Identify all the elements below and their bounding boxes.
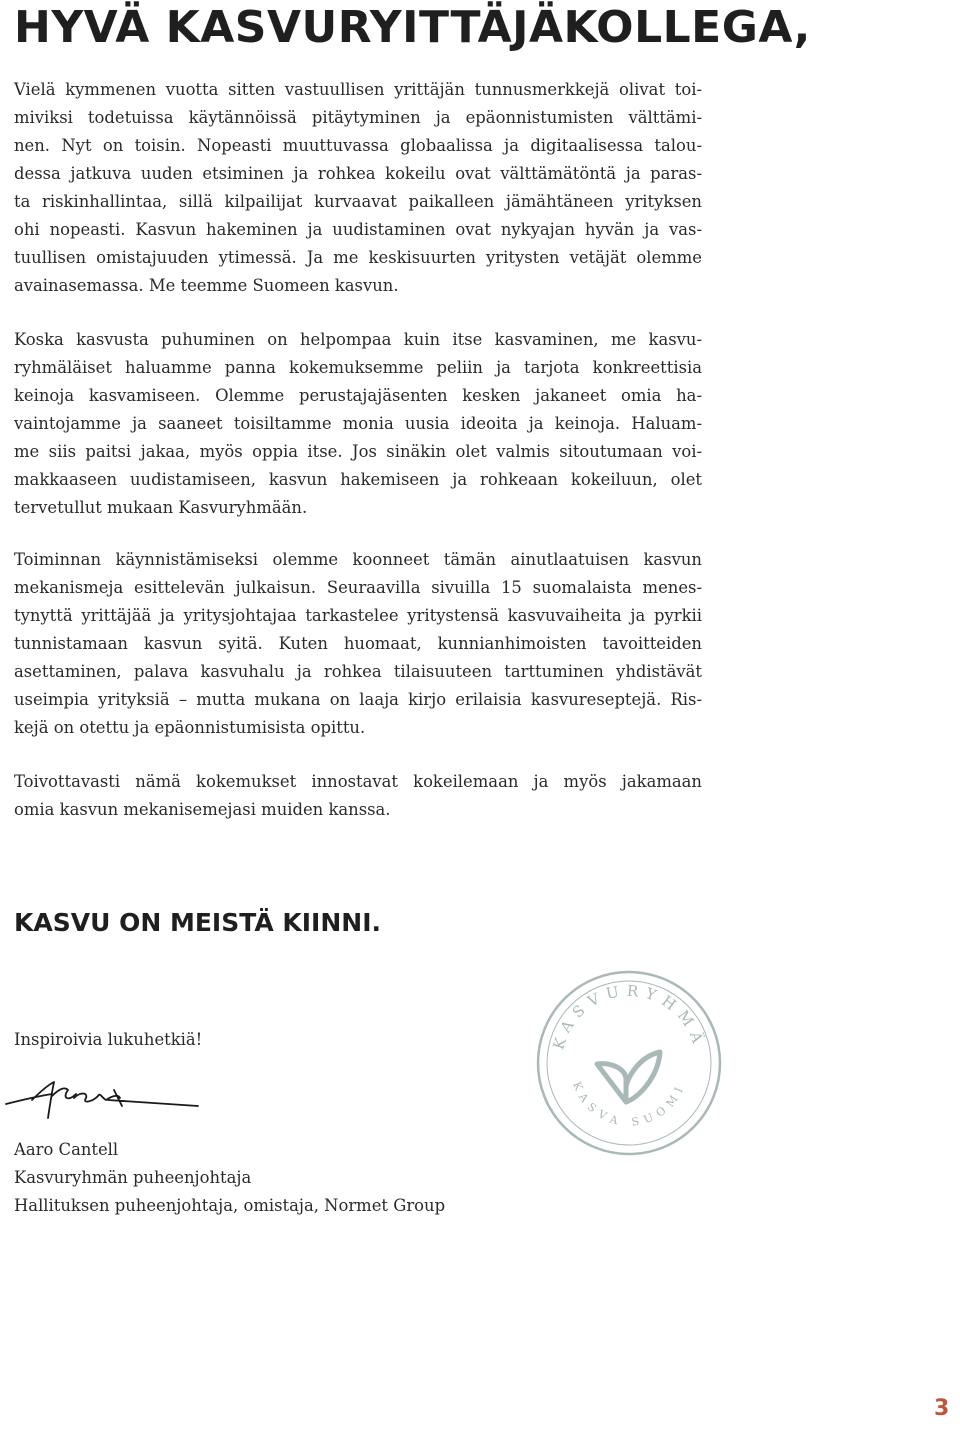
text-line: ohi nopeasti. Kasvun hakeminen ja uudistaminen ovat nykyajan hyvän ja vas- — [14, 220, 702, 239]
page-number: 3 — [934, 1396, 950, 1421]
text-line: useimpia yrityksiä – mutta mukana on laaja kirjo erilaisia kasvureseptejä. Ris- — [14, 690, 702, 709]
text-line: miviksi todetuissa käytännöissä pitäytyminen ja epäonnistumisten välttämi- — [14, 108, 702, 127]
paragraph-2 — [14, 326, 702, 522]
text-line: tervetullut mukaan Kasvuryhmään. — [14, 498, 308, 517]
text-line: omia kasvun mekanisemejasi muiden kanssa. — [14, 800, 391, 819]
seal-top-text: KASVURYHMÄ — [549, 981, 709, 1052]
text-line: makkaaseen uudistamiseen, kasvun hakemiseen ja rohkeaan kokeiluun, olet — [14, 470, 702, 489]
leaf-icon — [597, 1052, 660, 1102]
signatory-name: Aaro Cantell — [14, 1140, 119, 1159]
text-line: asettaminen, palava kasvuhalu ja rohkea tilaisuuteen tarttuminen yhdistävät — [14, 662, 702, 681]
text-line: kejä on otettu ja epäonnistumisista opittu. — [14, 718, 366, 737]
text-line: ta riskinhallintaa, sillä kilpailijat kurvaavat paikalleen jämähtäneen yrityksen — [14, 192, 702, 211]
text-line: avainasemassa. Me teemme Suomeen kasvun. — [14, 276, 399, 295]
slogan-heading: KASVU ON MEISTÄ KIINNI. — [14, 908, 382, 937]
signatory-position: Hallituksen puheenjohtaja, omistaja, Normet Group — [14, 1196, 446, 1215]
signatory-role: Kasvuryhmän puheenjohtaja — [14, 1168, 252, 1187]
text-line: me siis paitsi jakaa, myös oppia itse. Jos sinäkin olet valmis sitoutumaan voi- — [14, 442, 702, 461]
text-line: keinoja kasvamiseen. Olemme perustajajäsenten kesken jakaneet omia ha- — [14, 386, 702, 405]
signature-block — [14, 1136, 445, 1220]
text-line: Vielä kymmenen vuotta sitten vastuullisen yrittäjän tunnusmerkkejä olivat toi- — [14, 80, 702, 99]
paragraph-1 — [14, 76, 702, 300]
text-line: tuullisen omistajuuden ytimessä. Ja me keskisuurten yritysten vetäjät olemme — [14, 248, 702, 267]
text-line: dessa jatkuva uuden etsiminen ja rohkea kokeilu ovat välttämätöntä ja paras- — [14, 164, 702, 183]
paragraph-3 — [14, 546, 702, 742]
text-line: tynyttä yrittäjää ja yritysjohtajaa tarkastelee yritystensä kasvuvaiheita ja pyrkii — [14, 606, 702, 625]
text-line: tunnistamaan kasvun syitä. Kuten huomaat, kunnianhimoisten tavoitteiden — [14, 634, 702, 653]
text-line: ryhmäläiset haluamme panna kokemuksemme peliin ja tarjota konkreettisia — [14, 358, 702, 377]
paragraph-4 — [14, 768, 702, 824]
page-title: HYVÄ KASVURYITTÄJÄKOLLEGA, — [14, 2, 811, 53]
svg-text:KASVA SUOMI — [570, 1080, 688, 1129]
text-line: vaintojamme ja saaneet toisiltamme monia uusia ideoita ja keinoja. Haluam- — [14, 414, 702, 433]
text-line: nen. Nyt on toisin. Nopeasti muuttuvassa globaalissa ja digitaalisessa talou- — [14, 136, 702, 155]
signature-image — [2, 1076, 202, 1126]
text-line: Koska kasvusta puhuminen on helpompaa kuin itse kasvaminen, me kasvu- — [14, 330, 702, 349]
greeting: Inspiroivia lukuhetkiä! — [14, 1030, 203, 1049]
seal-bottom-text: KASVA SUOMI — [570, 1079, 688, 1129]
text-line: mekanismeja esittelevän julkaisun. Seuraavilla sivuilla 15 suomalaista menes- — [14, 578, 702, 597]
text-line: Toiminnan käynnistämiseksi olemme koonneet tämän ainutlaatuisen kasvun — [14, 550, 702, 569]
text-line: Toivottavasti nämä kokemukset innostavat kokeilemaan ja myös jakamaan — [14, 772, 702, 791]
kasvuryhma-seal-logo — [534, 968, 724, 1158]
